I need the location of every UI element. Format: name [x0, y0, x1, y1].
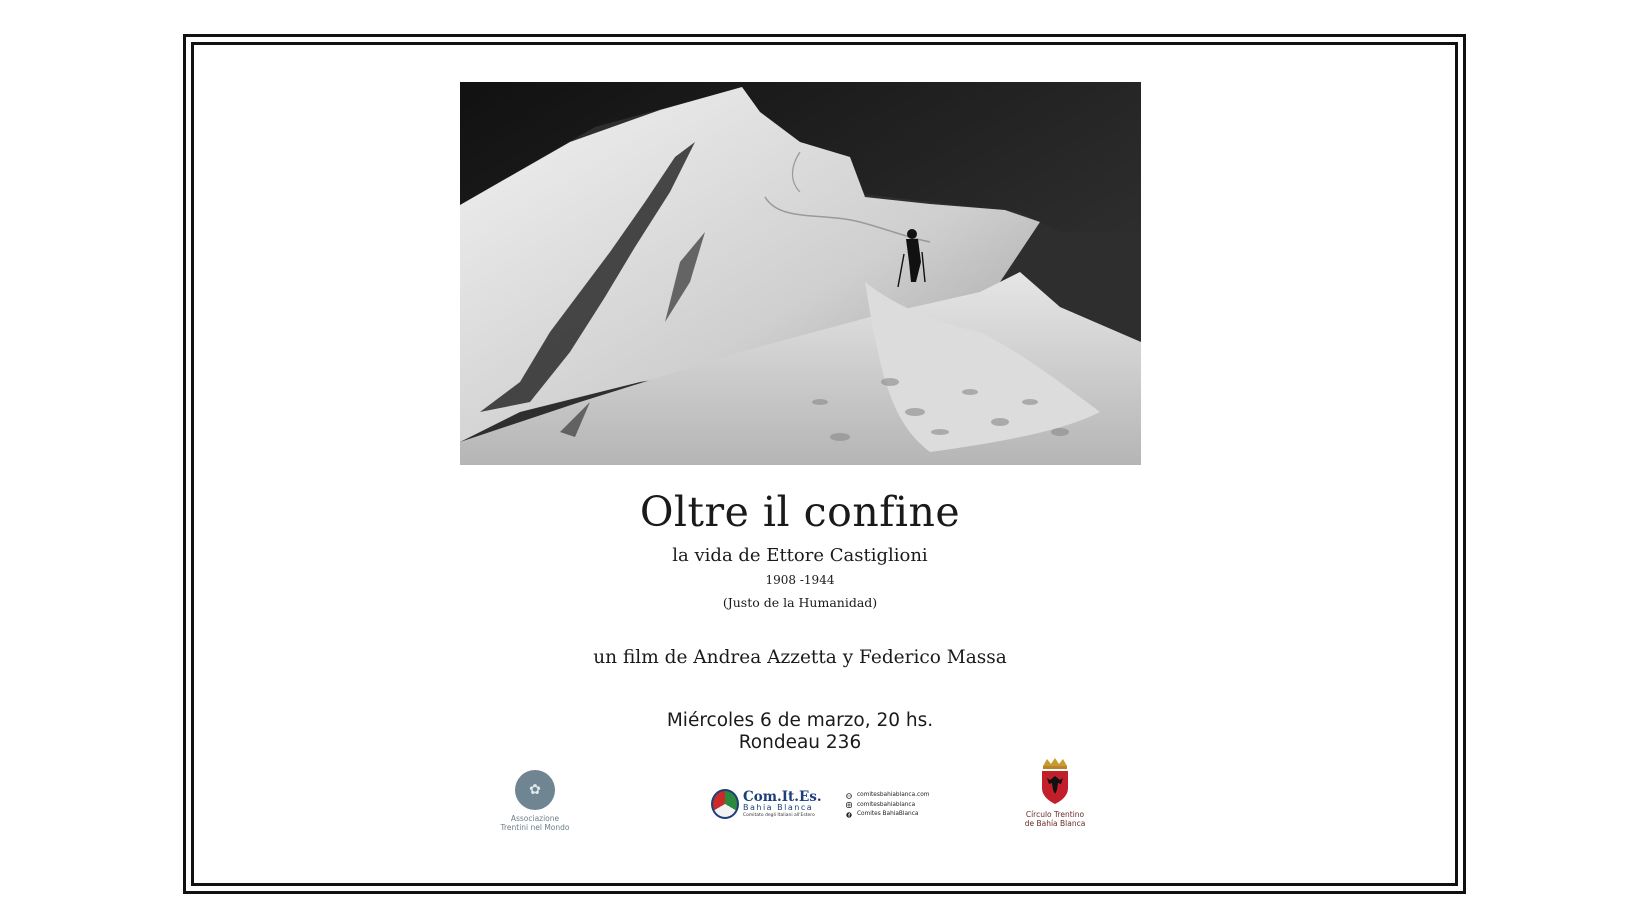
globe-icon — [846, 793, 852, 799]
circulo-label-2: de Bahía Blanca — [1024, 819, 1086, 828]
contact-instagram[interactable] — [846, 801, 966, 811]
circulo-label-1: Círculo Trentino — [1025, 810, 1085, 819]
contact-website[interactable] — [846, 791, 966, 801]
film-subtitle: la vida de Ettore Castiglioni — [672, 545, 928, 566]
life-years: 1908 -1944 — [765, 573, 835, 587]
comites-tagline: Comitato degli Italiani all'Estero — [743, 813, 815, 818]
comites-city: Bahia Blanca — [743, 803, 814, 812]
atm-label-1: Associazione — [510, 814, 560, 823]
trentini-nel-mondo-logo — [495, 770, 575, 832]
film-credits: un film de Andrea Azzetta y Federico Massa — [593, 647, 1007, 668]
contact-list — [846, 791, 966, 820]
italian-flag-icon — [711, 789, 739, 819]
comites-name: Com.It.Es. — [743, 789, 822, 805]
atm-label-2: Trentini nel Mondo — [500, 823, 570, 832]
contact-facebook[interactable] — [846, 810, 966, 820]
event-place: Rondeau 236 — [738, 732, 862, 753]
contact-facebook-text: Comites BahiaBlanca — [857, 811, 919, 817]
mountain-photo — [460, 82, 1141, 465]
film-title: Oltre il confine — [639, 488, 961, 536]
contact-website-text: comitesbahiablanca.com — [857, 792, 930, 798]
comites-logo — [711, 789, 821, 821]
facebook-icon — [846, 812, 852, 818]
instagram-icon — [846, 802, 852, 808]
atm-emblem-icon: ✿ — [515, 770, 555, 810]
coat-of-arms-icon — [1038, 756, 1072, 806]
honor-text: (Justo de la Humanidad) — [722, 595, 878, 610]
circulo-trentino-logo — [1020, 756, 1090, 828]
event-date: Miércoles 6 de marzo, 20 hs. — [666, 710, 934, 731]
contact-instagram-text: comitesbahiablanca — [857, 801, 916, 808]
